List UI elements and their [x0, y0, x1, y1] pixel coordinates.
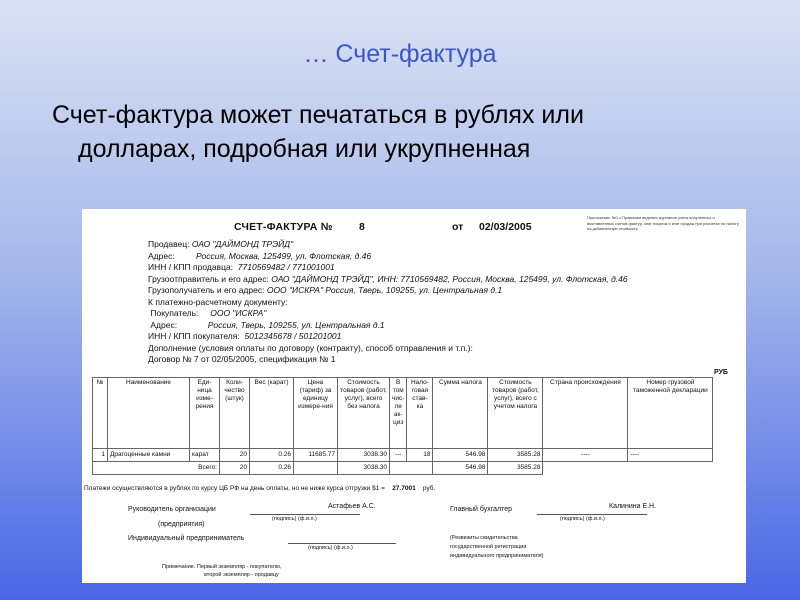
- totals-empty: [294, 462, 338, 475]
- slide-text-line-2: долларах, подробная или укрупненная: [78, 135, 531, 163]
- appendix-note: Приложение №1 к Правилам ведения журналов учета полученных и выставленных счетов-фактур, книг покупок и книг продаж при расчетах по налогу на добавленную стоимость: [587, 215, 739, 231]
- accountant-label: Главный бухгалтер: [450, 506, 512, 513]
- info-line: Договор № 7 от 02/05/2005, спецификация № 1: [148, 354, 336, 364]
- signature-line: [537, 514, 647, 515]
- invoice-info-block: [148, 239, 738, 366]
- cell-rate: 18: [407, 449, 433, 462]
- accountant-name: Калинина Е.Н.: [609, 503, 657, 510]
- totals-qty: 20: [220, 462, 250, 475]
- cell-unit: карат: [190, 449, 220, 462]
- totals-total: 3585.28: [488, 462, 543, 475]
- info-line: Грузоотправитель и его адрес: ОАО "ДАЙМОНД ТРЭЙД", ИНН: 7710569482, Россия, Москва, 125499, ул. Флотская, д.46: [148, 273, 628, 284]
- cell-total: 3585.28: [488, 449, 543, 462]
- totals-tax: 546.98: [433, 462, 488, 475]
- currency-label: РУБ: [714, 369, 728, 376]
- cell-price: 11685.77: [294, 449, 338, 462]
- signature-line: [250, 514, 360, 515]
- column-header: Стоимость товаров (работ, услуг), всего с учетом налога: [488, 378, 543, 449]
- invoice-from-label: от: [452, 221, 464, 233]
- exchange-rate: 27.7001: [392, 485, 416, 492]
- totals-label: Всего:: [93, 462, 220, 475]
- cell-country: ----: [543, 449, 628, 462]
- footnote-1: Примечание. Первый экземпляр - покупателю,: [162, 564, 282, 570]
- cell-cost: 3038.30: [338, 449, 390, 462]
- column-header: Сумма налога: [433, 378, 488, 449]
- signature-line: [288, 543, 396, 544]
- entrepreneur-sign-caption: (подпись) (ф.и.о.): [308, 545, 353, 551]
- info-line: ИНН / КПП продавца: 7710569482 / 771001001: [148, 262, 335, 272]
- totals-cost: 3038.30: [338, 462, 390, 475]
- slide-title: … Счет-фактура: [303, 40, 497, 68]
- cell-qty: 20: [220, 449, 250, 462]
- column-header: В том чис-ле ак-циз: [390, 378, 407, 449]
- column-header: Наименование: [108, 378, 190, 449]
- column-header: Нало-говая став-ка: [407, 378, 433, 449]
- column-header: Номер грузовой таможенной декларации: [628, 378, 713, 449]
- column-header: №: [93, 378, 108, 449]
- certificate-note-3: индивидуального предпринимателя): [450, 553, 544, 559]
- slide-text-line-1: Счет-фактура может печататься в рублях или: [52, 101, 584, 129]
- totals-weight: 0.26: [250, 462, 294, 475]
- table-header-row: [93, 378, 713, 449]
- info-line: К платежно-расчетному документу:: [148, 296, 288, 307]
- totals-empty: [543, 462, 713, 475]
- cell-name: Драгоценные камни: [108, 449, 190, 462]
- table-totals-row: [93, 462, 713, 475]
- invoice-document: [82, 209, 746, 583]
- invoice-number: 8: [359, 221, 365, 233]
- head-name: Астафьев А.С.: [328, 503, 376, 510]
- info-line: Адрес: Россия, Тверь, 109255, ул. Центральная д.1: [150, 319, 385, 330]
- info-line: Покупатель: ООО "ИСКРА": [150, 308, 267, 318]
- enterprise-label: (предприятия): [158, 521, 205, 528]
- head-sign-caption: (подпись) (ф.и.о.): [272, 516, 317, 522]
- info-line: Продавец: ОАО "ДАЙМОНД ТРЭЙД": [148, 239, 294, 249]
- invoice-title: СЧЕТ-ФАКТУРА №: [234, 221, 333, 233]
- info-line: Дополнение (условия оплаты по договору (контракту), способ отправления и т.п.):: [148, 342, 473, 353]
- cell-num: 1: [93, 449, 108, 462]
- cell-excise: ---: [390, 449, 407, 462]
- payment-terms: Платежи осуществляются в рублях по курсу ЦБ РФ на день оплаты, но не ниже курса отгрузки $1 = 27.7001 руб.: [84, 485, 436, 492]
- column-header: Цена (тариф) за единицу измере-ния: [294, 378, 338, 449]
- column-header: Вес (карат): [250, 378, 294, 449]
- head-label: Руководитель организации: [128, 506, 216, 513]
- column-header: Страна происхождения: [543, 378, 628, 449]
- info-line: ИНН / КПП покупателя: 5012345678 / 501201001: [148, 331, 342, 341]
- certificate-note-2: государственной регистрации: [450, 544, 527, 550]
- info-line: Грузополучатель и его адрес: ООО "ИСКРА" Россия, Тверь, 109255, ул. Центральная д.1: [148, 285, 503, 295]
- footnote-2: второй экземпляр - продавцу: [204, 572, 279, 578]
- column-header: Еди-ница изме-рения: [190, 378, 220, 449]
- column-header: Стоимость товаров (работ, услуг), всего без налога: [338, 378, 390, 449]
- column-header: Коли-чество (штук): [220, 378, 250, 449]
- cell-customs: ----: [628, 449, 713, 462]
- invoice-table: [92, 377, 713, 475]
- slide-body-text: [52, 98, 752, 166]
- totals-empty: [390, 462, 433, 475]
- table-row: [93, 449, 713, 462]
- cell-tax: 546.98: [433, 449, 488, 462]
- cell-weight: 0.26: [250, 449, 294, 462]
- exchange-unit: руб.: [422, 485, 436, 492]
- info-line: Адрес: Россия, Москва, 125499, ул. Флотская, д.46: [148, 250, 372, 261]
- entrepreneur-label: Индивидуальный предприниматель: [128, 535, 245, 542]
- certificate-note-1: (Реквизиты свидетельства: [450, 535, 518, 541]
- invoice-date: 02/03/2005: [479, 221, 532, 233]
- accountant-sign-caption: (подпись) (ф.и.о.): [560, 516, 605, 522]
